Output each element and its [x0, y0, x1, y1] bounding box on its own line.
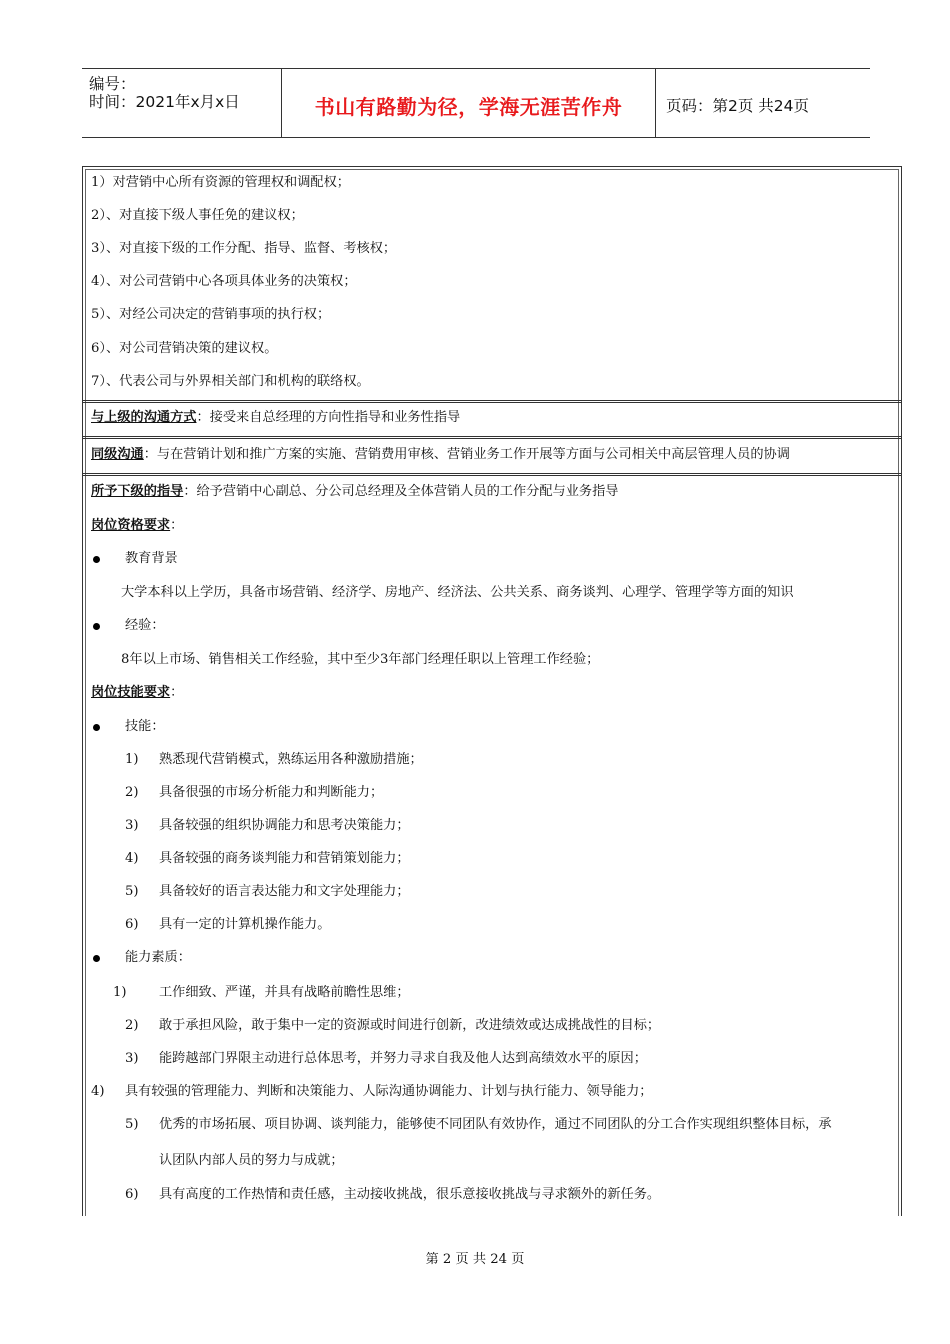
- authority-item-4: 4）、对公司营销中心各项具体业务的决策权；: [91, 274, 357, 289]
- skill-item-num: 4): [125, 851, 139, 866]
- peer-comm-text: ：与在营销计划和推广方案的实施、营销费用审核、营销业务工作开展等方面与公司相关中高层管理人员的协调: [143, 447, 790, 462]
- ability-item-num: 5): [125, 1117, 139, 1132]
- experience-title: 经验：: [125, 618, 165, 633]
- authority-item-7: 7）、代表公司与外界相关部门和机构的联络权。: [91, 374, 370, 389]
- code-label: 编号：: [89, 75, 136, 93]
- ability-item-text: 工作细致、严谨，并具有战略前瞻性思维；: [159, 985, 410, 1000]
- skill-item-num: 5): [125, 884, 139, 899]
- skill-item-num: 1): [125, 752, 139, 767]
- skill-item-text: 具备较好的语言表达能力和文字处理能力；: [159, 884, 410, 899]
- authority-item-1: 1）对营销中心所有资源的管理权和调配权；: [91, 175, 350, 190]
- skill-title: 技能：: [125, 719, 165, 734]
- experience-text: 8年以上市场、销售相关工作经验，其中至少3年部门经理任职以上管理工作经验；: [121, 652, 600, 667]
- row-divider: [83, 436, 901, 439]
- authority-item-6: 6）、对公司营销决策的建议权。: [91, 341, 278, 356]
- ability-item-text: 具有较强的管理能力、判断和决策能力、人际沟通协调能力、计划与执行能力、领导能力；: [125, 1084, 653, 1099]
- ability-item-text: 能跨越部门界限主动进行总体思考，并努力寻求自我及他人达到高绩效水平的原因；: [159, 1051, 647, 1066]
- bullet-icon: [93, 623, 100, 630]
- qualification-colon: ：: [170, 518, 184, 533]
- time-label: 时间：2021年x月x日: [89, 93, 240, 111]
- ability-item-num: 4): [91, 1084, 105, 1099]
- authority-item-3: 3）、对直接下级的工作分配、指导、监督、考核权；: [91, 241, 397, 256]
- subordinate-guide-text: ：给予营销中心副总、分公司总经理及全体营销人员的工作分配与业务指导: [183, 484, 619, 499]
- skill-item-num: 3): [125, 818, 139, 833]
- ability-item-num: 2): [125, 1018, 139, 1033]
- education-title: 教育背景: [125, 551, 178, 566]
- row-divider: [83, 400, 901, 403]
- page-info: 页码：第2页 共24页: [666, 97, 810, 115]
- motto-text: 书山有路勤为径，学海无涯苦作舟: [314, 94, 623, 119]
- ability-item-num: 1): [113, 985, 127, 1000]
- skill-item-text: 具备较强的商务谈判能力和营销策划能力；: [159, 851, 410, 866]
- qualification-heading: 岗位资格要求: [91, 518, 171, 533]
- qualification-heading-row: [91, 518, 183, 534]
- superior-comm-label: 与上级的沟通方式: [91, 410, 197, 425]
- skill-item-text: 具有一定的计算机操作能力。: [159, 917, 331, 932]
- bullet-icon: [93, 556, 100, 563]
- skills-colon: ：: [170, 685, 184, 700]
- bullet-icon: [93, 955, 100, 962]
- skill-item-num: 6): [125, 917, 139, 932]
- header-meta-cell: [82, 69, 282, 137]
- page-header: [82, 68, 870, 138]
- skills-heading: 岗位技能要求: [91, 685, 171, 700]
- authority-item-5: 5）、对经公司决定的营销事项的执行权；: [91, 307, 331, 322]
- content-table: [82, 166, 902, 1216]
- skill-item-text: 熟悉现代营销模式，熟练运用各种激励措施；: [159, 752, 423, 767]
- ability-item-text: 具有高度的工作热情和责任感，主动接收挑战，很乐意接收挑战与寻求额外的新任务。: [159, 1187, 661, 1202]
- ability-title: 能力素质：: [125, 950, 191, 965]
- peer-comm-label: 同级沟通: [91, 447, 144, 462]
- education-text: 大学本科以上学历，具备市场营销、经济学、房地产、经济法、公共关系、商务谈判、心理学、管理学等方面的知识: [121, 585, 794, 600]
- superior-comm-text: ：接受来自总经理的方向性指导和业务性指导: [196, 410, 461, 425]
- row-divider: [83, 473, 901, 476]
- ability-item-text: 敢于承担风险，敢于集中一定的资源或时间进行创新，改进绩效或达成挑战性的目标；: [159, 1018, 661, 1033]
- header-motto-cell: [282, 69, 656, 137]
- subordinate-guide-row: [91, 484, 619, 500]
- skills-heading-row: [91, 685, 183, 701]
- ability-item-text: 优秀的市场拓展、项目协调、谈判能力，能够使不同团队有效协作，通过不同团队的分工合作实现组织整体目标，承: [159, 1117, 832, 1132]
- header-page-cell: [656, 69, 870, 137]
- skill-item-text: 具备较强的组织协调能力和思考决策能力；: [159, 818, 410, 833]
- authority-item-2: 2）、对直接下级人事任免的建议权；: [91, 208, 304, 223]
- ability-item-num: 3): [125, 1051, 139, 1066]
- subordinate-guide-label: 所予下级的指导: [91, 484, 184, 499]
- page-footer: 第 2 页 共 24 页: [425, 1252, 525, 1267]
- ability-item-text-cont: 认团队内部人员的努力与成就；: [159, 1153, 344, 1168]
- superior-comm-row: [91, 410, 460, 426]
- skill-item-num: 2): [125, 785, 139, 800]
- ability-item-num: 6): [125, 1187, 139, 1202]
- skill-item-text: 具备很强的市场分析能力和判断能力；: [159, 785, 384, 800]
- peer-comm-row: [91, 447, 790, 463]
- bullet-icon: [93, 724, 100, 731]
